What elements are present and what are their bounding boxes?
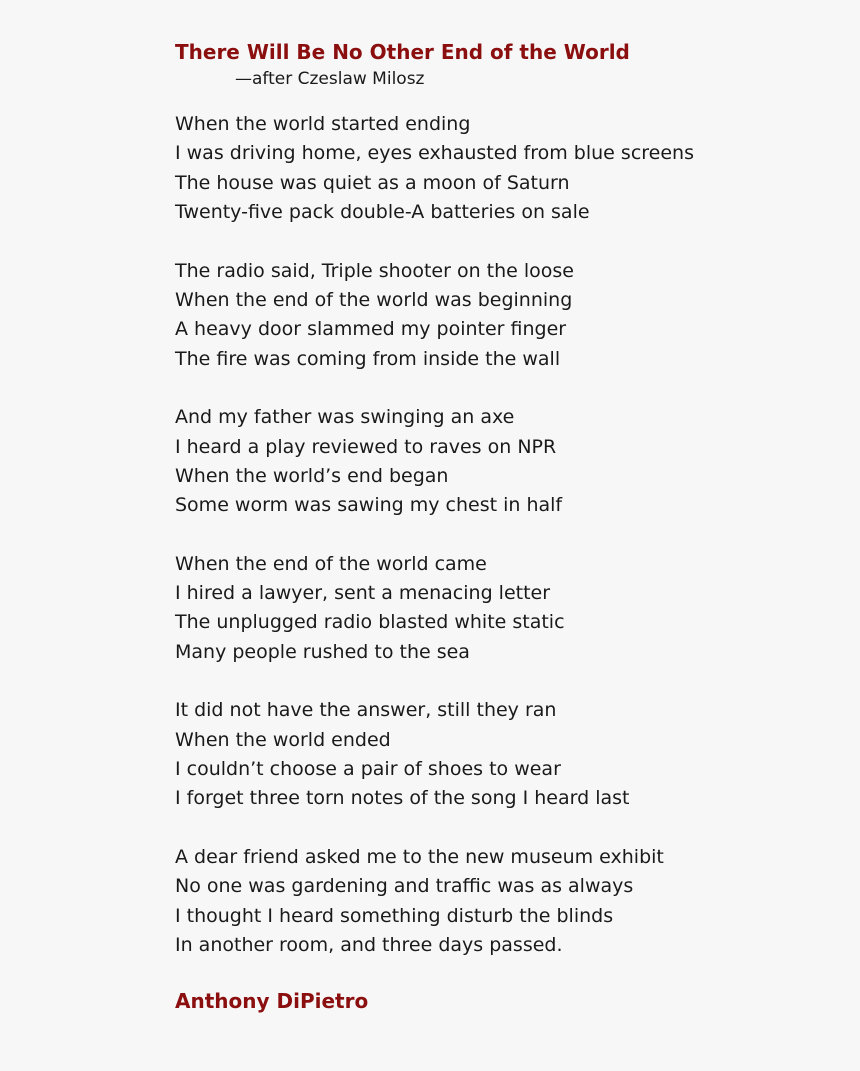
poem-line: A heavy door slammed my pointer finger xyxy=(175,318,567,341)
poem-line: Twenty-five pack double-A batteries on sale xyxy=(175,201,590,224)
poem-line: I was driving home, eyes exhausted from blue screens xyxy=(175,142,694,165)
poem-epigraph: —after Czeslaw Milosz xyxy=(235,69,425,89)
poem-line: I thought I heard something disturb the blinds xyxy=(175,904,614,927)
poem-line: I forget three torn notes of the song I heard last xyxy=(175,787,630,810)
poem-body xyxy=(175,110,815,960)
poem-line: The unplugged radio blasted white static xyxy=(175,611,565,634)
poem xyxy=(175,38,815,1015)
stanza xyxy=(175,550,815,668)
poem-line: Many people rushed to the sea xyxy=(175,640,470,663)
poem-line: The house was quiet as a moon of Saturn xyxy=(175,171,570,194)
poem-line: It did not have the answer, still they ran xyxy=(175,699,557,722)
poem-line: The radio said, Triple shooter on the loose xyxy=(175,259,574,282)
poem-line: When the end of the world came xyxy=(175,552,487,575)
stanza xyxy=(175,696,815,814)
poem-line: When the world’s end began xyxy=(175,464,449,487)
stanza xyxy=(175,403,815,521)
poem-line: In another room, and three days passed. xyxy=(175,933,563,956)
poem-line: The fire was coming from inside the wall xyxy=(175,347,561,370)
poem-line: When the world ended xyxy=(175,728,391,751)
poem-line: No one was gardening and traffic was as always xyxy=(175,875,634,898)
poem-title: There Will Be No Other End of the World xyxy=(175,40,630,64)
poem-line: When the end of the world was beginning xyxy=(175,288,573,311)
stanza xyxy=(175,257,815,375)
author-name: Anthony DiPietro xyxy=(175,989,369,1014)
poem-line: I heard a play reviewed to raves on NPR xyxy=(175,435,557,458)
poem-line: I hired a lawyer, sent a menacing letter xyxy=(175,582,551,605)
poem-line: And my father was swinging an axe xyxy=(175,406,515,429)
poem-line: A dear friend asked me to the new museum exhibit xyxy=(175,845,664,868)
poem-line: When the world started ending xyxy=(175,113,471,135)
poem-line: I couldn’t choose a pair of shoes to wear xyxy=(175,758,561,781)
poem-line: Some worm was sawing my chest in half xyxy=(175,494,563,517)
stanza xyxy=(175,110,815,228)
stanza xyxy=(175,843,815,961)
